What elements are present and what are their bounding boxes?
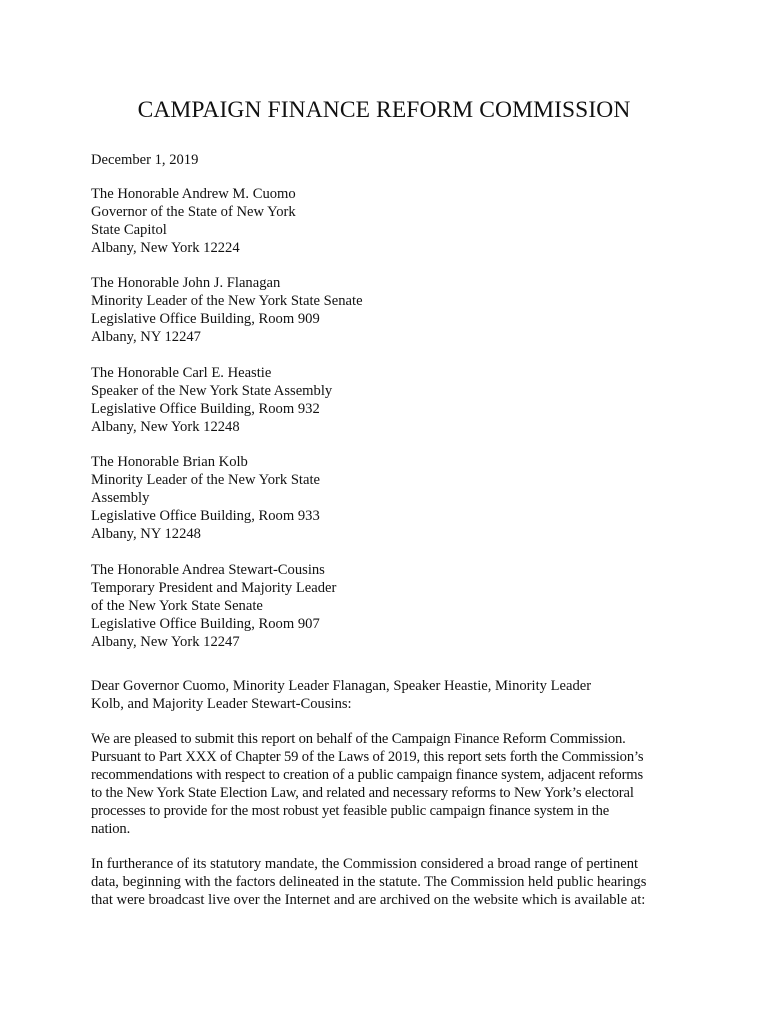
addressee-block [91,364,691,436]
paragraph-line: Pursuant to Part XXX of Chapter 59 of the Laws of 2019, this report sets forth the Commission’s [91,748,644,765]
paragraph-line: nation. [91,820,131,837]
addressee-line: The Honorable Brian Kolb [91,454,248,471]
addressee-line: Temporary President and Majority Leader [91,579,337,596]
paragraph-line: that were broadcast live over the Internet and are archived on the website which is available at: [91,891,646,908]
addressee-block [91,274,691,346]
addressee-line: Albany, New York 12247 [91,633,240,650]
addressee-line: The Honorable Andrew M. Cuomo [91,186,296,202]
addressee-line: The Honorable John J. Flanagan [91,275,281,292]
addressee-line: Albany, NY 12247 [91,329,201,346]
salutation-line: Dear Governor Cuomo, Minority Leader Flanagan, Speaker Heastie, Minority Leader [91,677,592,694]
paragraph-line: to the New York State Election Law, and related and necessary reforms to New York’s electoral [91,784,634,801]
addressee-line: State Capitol [91,222,167,238]
addressee-block [91,185,691,257]
addressee-line: Albany, New York 12248 [91,418,240,435]
paragraph-line: We are pleased to submit this report on behalf of the Campaign Finance Reform Commission. [91,730,626,747]
body-paragraph [91,730,671,838]
addressee-block [91,453,691,543]
addressee-line: Minority Leader of the New York State Senate [91,293,363,310]
addressee-line: of the New York State Senate [91,597,263,614]
addressee-line: Governor of the State of New York [91,204,296,220]
addressee-line: The Honorable Andrea Stewart-Cousins [91,561,325,578]
paragraph-line: data, beginning with the factors delineated in the statute. The Commission held public hearings [91,873,647,890]
letter-title: CAMPAIGN FINANCE REFORM COMMISSION [137,97,631,123]
paragraph-line: processes to provide for the most robust yet feasible public campaign finance system in the [91,802,610,819]
addressee-line: Assembly [91,490,150,507]
addressee-line: Minority Leader of the New York State [91,472,320,489]
addressee-block [91,561,691,651]
body-paragraph [91,855,671,909]
salutation-line: Kolb, and Majority Leader Stewart-Cousins: [91,695,352,712]
paragraph-line: recommendations with respect to creation of a public campaign finance system, adjacent reforms [91,766,644,783]
addressee-line: Legislative Office Building, Room 933 [91,508,320,525]
addressee-line: Legislative Office Building, Room 907 [91,615,320,632]
letter-body [91,151,691,926]
addressee-line: The Honorable Carl E. Heastie [91,364,272,381]
paragraph-line: In furtherance of its statutory mandate, the Commission considered a broad range of pertinent [91,855,639,872]
letter-date: December 1, 2019 [91,152,199,168]
addressee-line: Albany, NY 12248 [91,526,201,543]
addressee-line: Legislative Office Building, Room 909 [91,311,320,328]
addressee-line: Speaker of the New York State Assembly [91,382,333,399]
addressee-line: Albany, New York 12224 [91,240,240,256]
salutation [91,677,691,713]
addressee-line: Legislative Office Building, Room 932 [91,400,320,417]
